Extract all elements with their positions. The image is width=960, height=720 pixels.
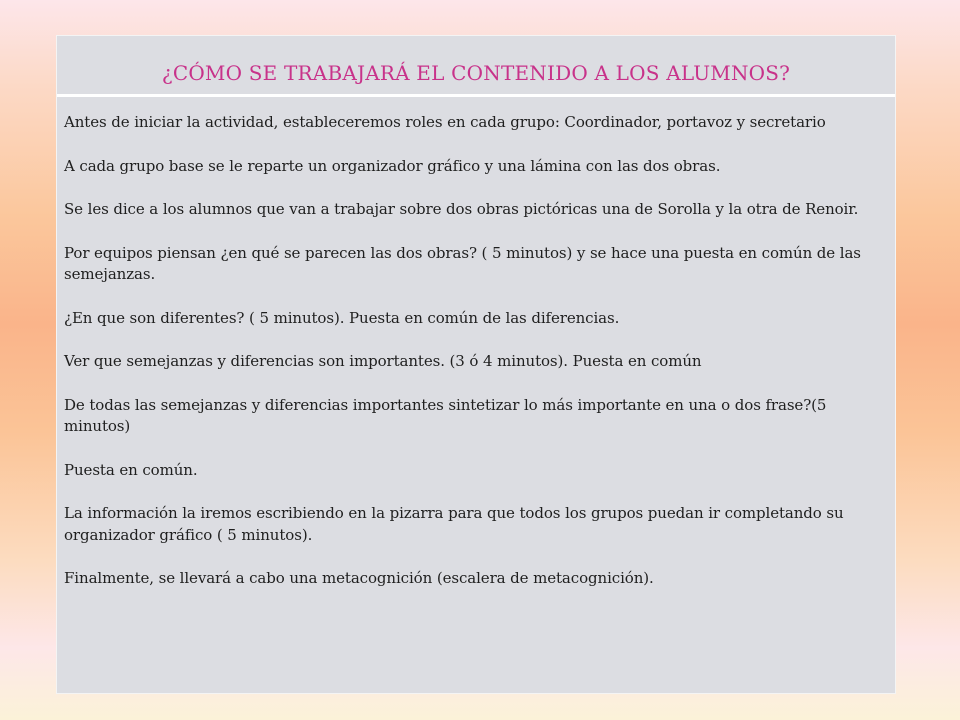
paragraph-sharing: Puesta en común.: [64, 460, 198, 479]
content-table: [56, 35, 896, 694]
title-cell: [57, 36, 895, 94]
paragraph-blackboard: La información la iremos escribiendo en la pizarra para que todos los grupos puedan ir completando su organizador gráfico ( 5 minutos).: [64, 504, 844, 544]
paragraph-artworks: Se les dice a los alumnos que van a trabajar sobre dos obras pictóricas una de Sorolla y la otra de Renoir.: [64, 200, 859, 218]
body-cell: [57, 97, 895, 693]
paragraph-similarities: Por equipos piensan ¿en qué se parecen las dos obras? ( 5 minutos) y se hace una puesta en común de las semejanzas.: [64, 243, 861, 283]
slide-title: ¿CÓMO SE TRABAJARÁ EL CONTENIDO A LOS ALUMNOS?: [161, 61, 791, 85]
paragraph-materials: A cada grupo base se le reparte un organizador gráfico y una lámina con las dos obras.: [64, 156, 721, 175]
paragraph-important: Ver que semejanzas y diferencias son importantes. (3 ó 4 minutos). Puesta en común: [64, 352, 702, 370]
paragraph-metacognition: Finalmente, se llevará a cabo una metacognición (escalera de metacognición).: [64, 569, 654, 587]
paragraph-synthesis: De todas las semejanzas y diferencias importantes sintetizar lo más importante en una o dos frase?(5 minutos): [64, 395, 827, 435]
paragraph-differences: ¿En que son diferentes? ( 5 minutos). Puesta en común de las diferencias.: [64, 308, 620, 327]
paragraph-roles: Antes de iniciar la actividad, estableceremos roles en cada grupo: Coordinador, portavoz y secretario: [64, 113, 826, 131]
